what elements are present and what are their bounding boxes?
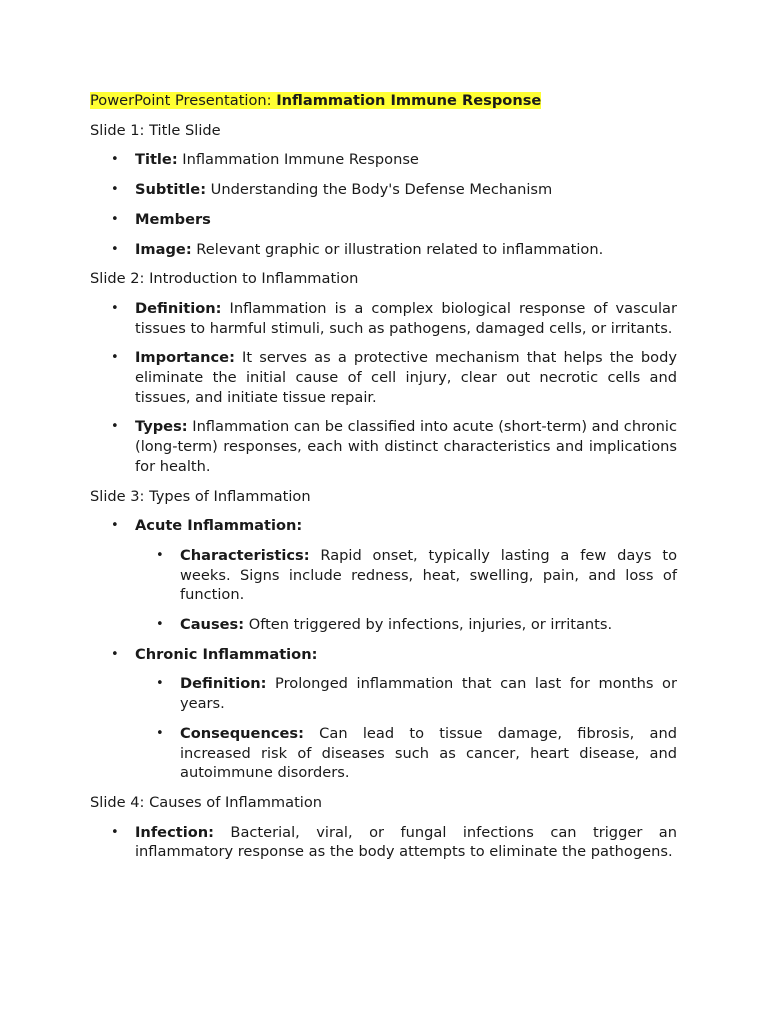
- sub-list-item: [135, 546, 677, 605]
- sub-list-item: [135, 674, 677, 713]
- item-label: Chronic Inflammation:: [135, 645, 318, 663]
- bullet-icon: •: [111, 419, 119, 435]
- item-text: Inflammation can be classified into acute (short-term) and chronic (long-term) responses, each with distinct characteristics and implications for health.: [135, 418, 677, 475]
- item-label: Consequences:: [180, 724, 304, 742]
- list-item: [90, 240, 677, 260]
- bullet-icon: •: [111, 241, 119, 257]
- list-item: [90, 645, 677, 783]
- slide-4-list: [90, 823, 677, 862]
- slide-2-heading: Slide 2: Introduction to Inflammation: [90, 270, 359, 288]
- slide-3-heading: Slide 3: Types of Inflammation: [90, 487, 311, 505]
- item-label: Importance:: [135, 349, 235, 367]
- slide-4-heading: Slide 4: Causes of Inflammation: [90, 793, 323, 811]
- list-item: [90, 417, 677, 476]
- item-label: Characteristics:: [180, 546, 310, 564]
- bullet-icon: •: [111, 518, 119, 534]
- item-label: Image:: [135, 240, 192, 258]
- item-text: Often triggered by infections, injuries, or irritants.: [244, 616, 613, 634]
- item-text: Inflammation is a complex biological response of vascular tissues to harmful stimuli, such as pathogens, damaged cells, or irritants.: [135, 299, 677, 337]
- item-text: Bacterial, viral, or fungal infections can trigger an inflammatory response as the body attempts to eliminate the pathogens.: [135, 823, 677, 861]
- bullet-icon: •: [111, 211, 119, 227]
- bullet-icon: •: [156, 617, 164, 633]
- item-text: Prolonged inflammation that can last for months or years.: [180, 675, 677, 713]
- item-label: Definition:: [135, 299, 222, 317]
- item-label: Title:: [135, 151, 178, 169]
- item-text: Inflammation Immune Response: [177, 151, 419, 169]
- sub-list-item: [135, 615, 677, 635]
- bullet-icon: •: [111, 300, 119, 316]
- item-text: It serves as a protective mechanism that helps the body eliminate the initial cause of cell injury, clear out necrotic cells and tissues, and initiate tissue repair.: [135, 349, 677, 406]
- list-item: [90, 210, 677, 230]
- item-label: Acute Inflammation:: [135, 517, 303, 535]
- bullet-icon: •: [156, 725, 164, 741]
- bullet-icon: •: [111, 152, 119, 168]
- title-highlight: [90, 92, 541, 109]
- bullet-icon: •: [156, 676, 164, 692]
- item-text: Relevant graphic or illustration related to inflammation.: [191, 240, 604, 258]
- item-text: Rapid onset, typically lasting a few days to weeks. Signs include redness, heat, swelling, pain, and loss of function.: [180, 546, 677, 604]
- item-label: Infection:: [135, 823, 214, 841]
- title-main: Inflammation Immune Response: [276, 92, 542, 109]
- title-prefix: PowerPoint Presentation:: [90, 92, 277, 109]
- document-page: [90, 91, 677, 872]
- sub-list: [135, 674, 677, 783]
- sub-list-item: [135, 724, 677, 783]
- bullet-icon: •: [111, 182, 119, 198]
- slide-1-list: [90, 150, 677, 259]
- item-text: Can lead to tissue damage, fibrosis, and increased risk of diseases such as cancer, heart disease, and autoimmune disorders.: [180, 724, 677, 782]
- document-title: [90, 91, 677, 111]
- bullet-icon: •: [111, 824, 119, 840]
- item-text: Understanding the Body's Defense Mechanism: [206, 181, 553, 199]
- bullet-icon: •: [156, 547, 164, 563]
- list-item: [90, 348, 677, 407]
- list-item: [90, 299, 677, 338]
- item-label: Definition:: [180, 675, 267, 693]
- slide-3-list: [90, 516, 677, 783]
- bullet-icon: •: [111, 646, 119, 662]
- item-label: Members: [135, 210, 211, 228]
- item-label: Types:: [135, 418, 188, 436]
- list-item: [90, 180, 677, 200]
- list-item: [90, 150, 677, 170]
- item-label: Subtitle:: [135, 181, 207, 199]
- sub-list: [135, 546, 677, 635]
- list-item: [90, 823, 677, 862]
- slide-2-list: [90, 299, 677, 477]
- list-item: [90, 516, 677, 635]
- item-label: Causes:: [180, 616, 245, 634]
- slide-1-heading: Slide 1: Title Slide: [90, 121, 221, 139]
- bullet-icon: •: [111, 350, 119, 366]
